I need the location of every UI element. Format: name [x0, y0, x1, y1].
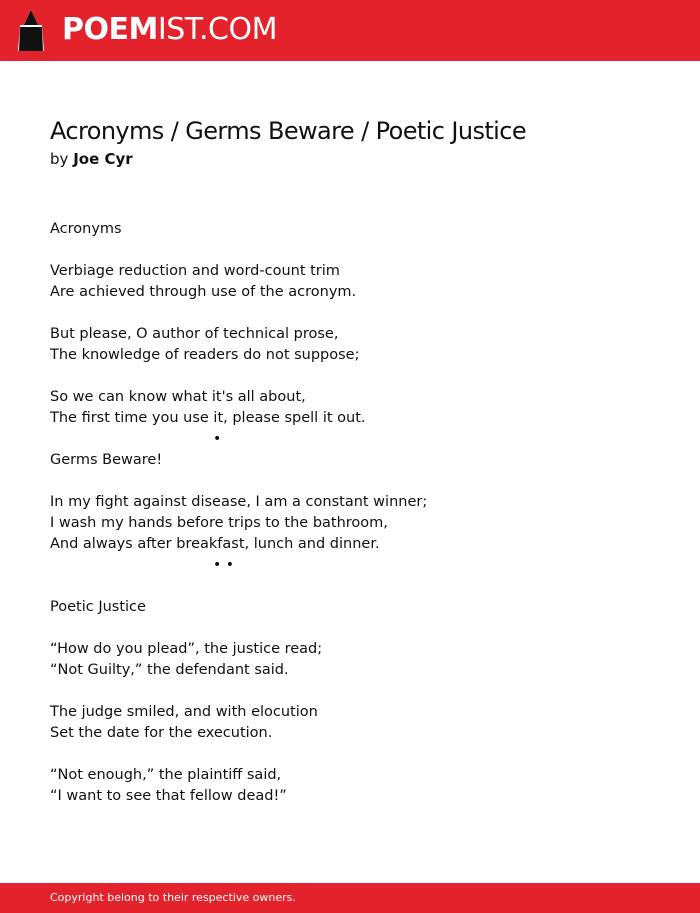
poem-line: I wash my hands before trips to the bathroom,: [50, 515, 388, 531]
poem-title: Acronyms / Germs Beware / Poetic Justice: [50, 117, 526, 145]
poem-line: The judge smiled, and with elocution: [50, 704, 318, 720]
site-footer: [0, 883, 700, 913]
poem-line: “Not Guilty,” the defendant said.: [50, 662, 289, 678]
section-separator: • •: [213, 557, 234, 573]
poem-line: [50, 681, 650, 702]
copyright-text: Copyright belong to their respective owners.: [50, 891, 296, 904]
poem-line: But please, O author of technical prose,: [50, 326, 339, 342]
poem-line: Germs Beware!: [50, 452, 163, 468]
poem-line: In my fight against disease, I am a constant winner;: [50, 494, 428, 510]
poem-line: “I want to see that fellow dead!”: [50, 788, 287, 804]
poem-line: The knowledge of readers do not suppose;: [50, 347, 360, 363]
poem-line: And always after breakfast, lunch and dinner.: [50, 536, 380, 552]
poem-line: Set the date for the execution.: [50, 725, 273, 741]
pen-nib-icon: [18, 10, 44, 51]
poem-line: [50, 240, 650, 261]
by-label: by: [50, 150, 69, 168]
poem-line: Acronyms: [50, 221, 122, 237]
author-name: Joe Cyr: [73, 150, 133, 168]
poem-line: The first time you use it, please spell it out.: [50, 410, 366, 426]
poem-line: Poetic Justice: [50, 599, 146, 615]
byline: [50, 149, 133, 169]
poem-line: “Not enough,” the plaintiff said,: [50, 767, 282, 783]
logo-brand-bold: POEM: [62, 12, 158, 47]
poem-line: [50, 576, 650, 597]
poem-line: So we can know what it's all about,: [50, 389, 306, 405]
site-logo[interactable]: [62, 12, 277, 48]
poem-line: Verbiage reduction and word-count trim: [50, 263, 340, 279]
poem-line: Are achieved through use of the acronym.: [50, 284, 357, 300]
poem-line: “How do you plead”, the justice read;: [50, 641, 323, 657]
poem-line: [50, 303, 650, 324]
poem-line: [50, 366, 650, 387]
poem-line: [50, 618, 650, 639]
logo-brand-light: IST.COM: [157, 12, 277, 47]
poem-line: [50, 744, 650, 765]
poem-body: [50, 219, 650, 807]
site-header: [0, 0, 700, 61]
section-separator: •: [213, 431, 222, 447]
poem-line: [50, 471, 650, 492]
